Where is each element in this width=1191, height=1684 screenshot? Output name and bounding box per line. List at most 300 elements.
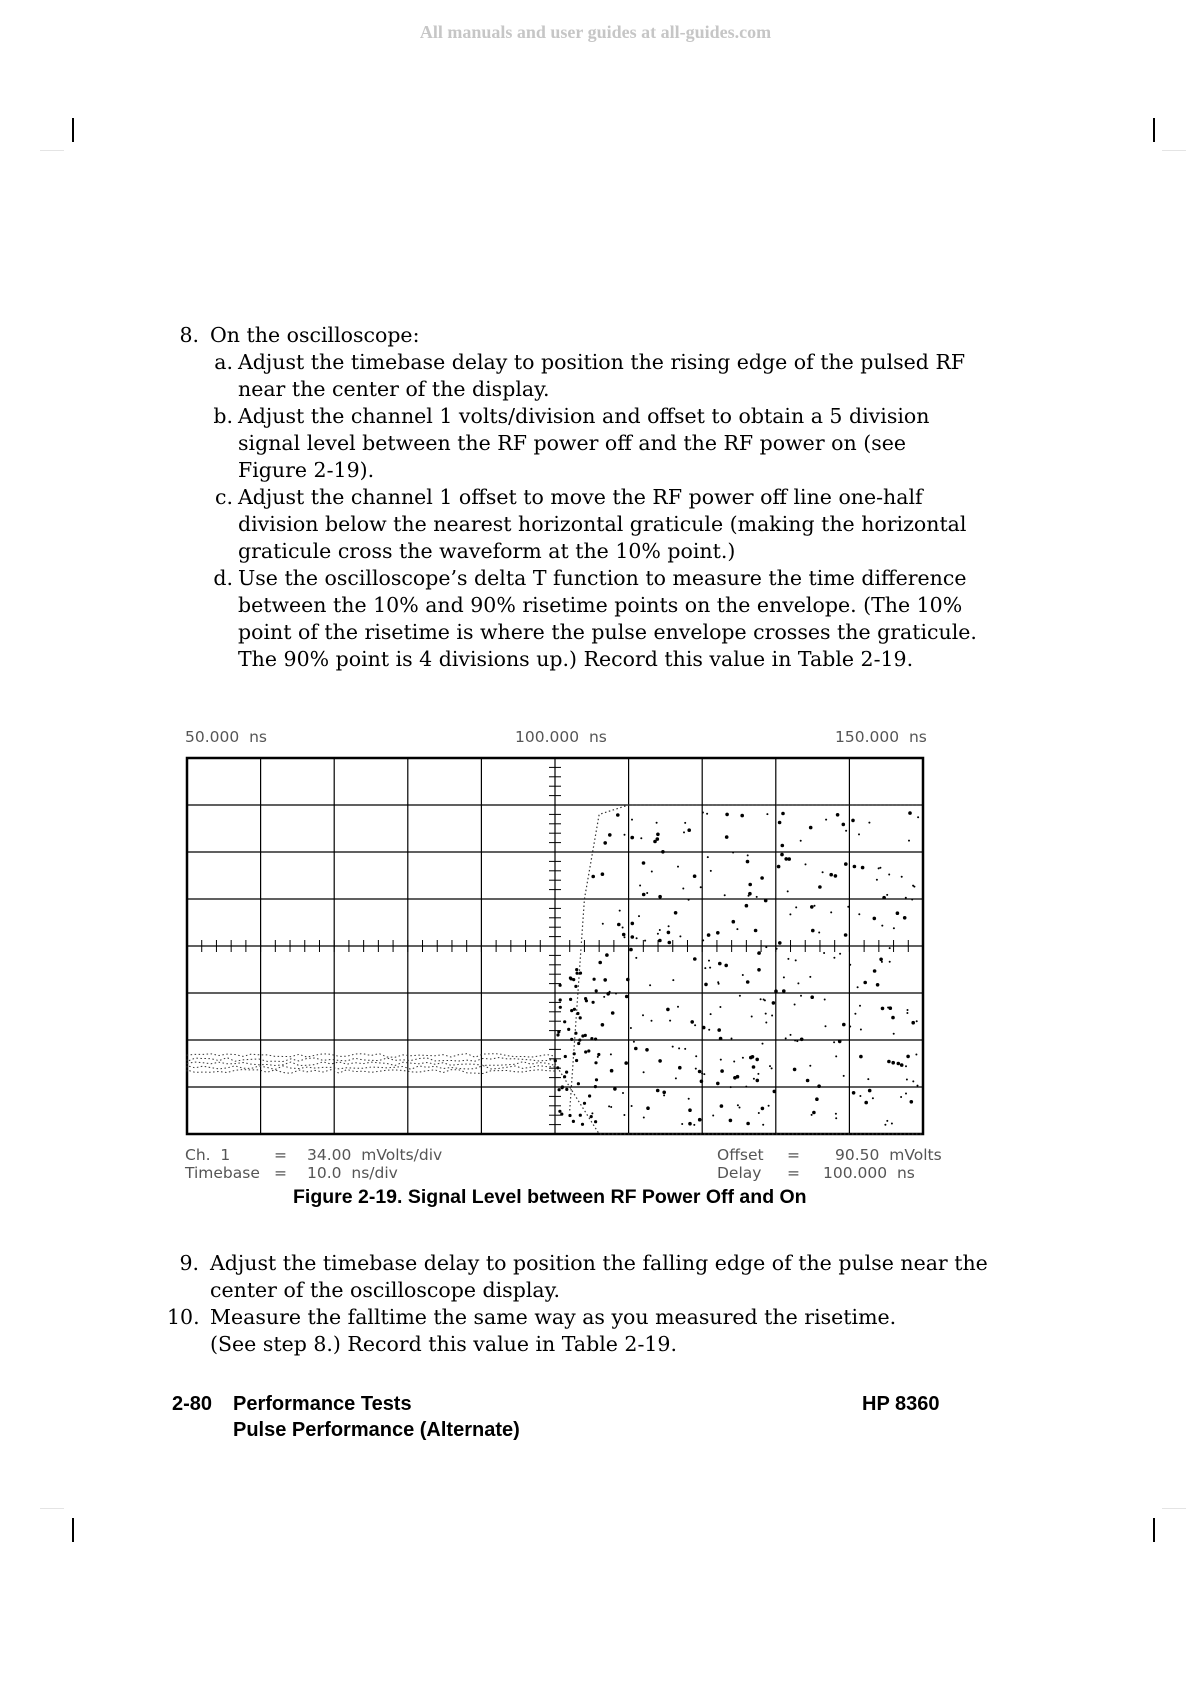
rf-edge-dot bbox=[575, 1059, 578, 1062]
rf-edge-dot bbox=[560, 1113, 563, 1116]
rf-sample-dot bbox=[746, 1122, 750, 1126]
rf-sample-dot bbox=[864, 1101, 868, 1105]
rf-sample-dot bbox=[598, 961, 602, 965]
rf-sample-dot bbox=[917, 1085, 919, 1087]
oscilloscope-display bbox=[185, 756, 925, 1136]
rf-sample-dot bbox=[631, 1105, 633, 1107]
rf-sample-dot bbox=[868, 1089, 872, 1093]
substep-text: Use the oscilloscope’s delta T function to measure the time difference bbox=[238, 566, 967, 590]
rf-sample-dot bbox=[781, 812, 785, 816]
rf-sample-dot bbox=[732, 852, 734, 854]
substep-text: near the center of the display. bbox=[238, 377, 550, 401]
rf-sample-dot bbox=[754, 929, 758, 933]
rf-sample-dot bbox=[623, 1114, 625, 1116]
rf-sample-dot bbox=[725, 835, 729, 839]
rf-edge-dot bbox=[556, 1066, 559, 1069]
rf-sample-dot bbox=[849, 1026, 851, 1028]
rf-sample-dot bbox=[622, 1092, 624, 1094]
rf-sample-dot bbox=[809, 1065, 811, 1067]
scope-offset-label: Offset bbox=[717, 1146, 764, 1164]
rf-sample-dot bbox=[710, 1013, 712, 1015]
rf-sample-dot bbox=[622, 933, 626, 937]
rf-sample-dot bbox=[631, 819, 633, 821]
rf-sample-dot bbox=[906, 1079, 908, 1081]
rf-sample-dot bbox=[679, 935, 681, 937]
rf-edge-dot bbox=[593, 978, 596, 981]
rf-sample-dot bbox=[815, 1097, 819, 1101]
rf-edge-dot bbox=[594, 1120, 597, 1123]
rf-sample-dot bbox=[863, 981, 867, 985]
rf-sample-dot bbox=[833, 957, 835, 959]
rf-sample-dot bbox=[651, 871, 653, 873]
rf-sample-dot bbox=[635, 957, 637, 959]
rf-sample-dot bbox=[755, 1058, 759, 1062]
rf-sample-dot bbox=[810, 995, 814, 999]
scope-offset-value: 90.50 mVolts bbox=[835, 1146, 942, 1164]
rf-sample-dot bbox=[702, 1026, 706, 1030]
rf-sample-dot bbox=[704, 967, 706, 969]
rf-edge-dot bbox=[594, 1038, 597, 1041]
rf-sample-dot bbox=[644, 940, 646, 942]
rf-sample-dot bbox=[611, 1011, 615, 1015]
rf-sample-dot bbox=[668, 925, 670, 927]
rf-sample-dot bbox=[636, 937, 638, 939]
rf-sample-dot bbox=[682, 888, 684, 890]
rf-sample-dot bbox=[858, 913, 860, 915]
rf-sample-dot bbox=[830, 911, 832, 913]
substep-text: Adjust the channel 1 offset to move the RF power off line one-half bbox=[238, 485, 923, 509]
rf-sample-dot bbox=[717, 1028, 721, 1032]
rf-sample-dot bbox=[630, 836, 634, 840]
rf-sample-dot bbox=[757, 968, 761, 972]
rf-sample-dot bbox=[888, 874, 890, 876]
power-off-trace bbox=[187, 1054, 555, 1058]
rf-sample-dot bbox=[613, 1087, 617, 1091]
crop-mark-top-left-h bbox=[40, 150, 64, 151]
rf-sample-dot bbox=[835, 1117, 837, 1119]
rf-edge-dot bbox=[564, 1055, 567, 1058]
footer-section: Performance Tests bbox=[233, 1393, 412, 1415]
rf-sample-dot bbox=[769, 1065, 771, 1067]
rf-sample-dot bbox=[897, 1062, 901, 1066]
rf-edge-dot bbox=[563, 1020, 566, 1023]
rf-sample-dot bbox=[702, 812, 704, 814]
rf-sample-dot bbox=[610, 1069, 614, 1073]
rf-sample-dot bbox=[631, 922, 635, 926]
footer-subsection: Pulse Performance (Alternate) bbox=[233, 1419, 520, 1441]
rf-sample-dot bbox=[794, 1040, 796, 1042]
rf-sample-dot bbox=[907, 1009, 909, 1011]
rf-sample-dot bbox=[666, 1008, 670, 1012]
rf-sample-dot bbox=[677, 866, 679, 868]
rf-sample-dot bbox=[710, 870, 712, 872]
rf-sample-dot bbox=[809, 976, 811, 978]
rf-sample-dot bbox=[876, 983, 880, 987]
rf-edge-dot bbox=[569, 998, 572, 1001]
rf-sample-dot bbox=[643, 1117, 645, 1119]
rf-sample-dot bbox=[905, 1093, 907, 1095]
rf-sample-dot bbox=[911, 899, 913, 901]
rf-sample-dot bbox=[642, 861, 646, 865]
rf-edge-dot bbox=[595, 1078, 598, 1081]
rf-sample-dot bbox=[638, 915, 640, 917]
rf-sample-dot bbox=[720, 1104, 724, 1108]
rf-sample-dot bbox=[785, 1037, 787, 1039]
rf-sample-dot bbox=[624, 936, 626, 938]
rf-sample-dot bbox=[881, 925, 883, 927]
rf-sample-dot bbox=[853, 865, 857, 869]
rf-sample-dot bbox=[630, 1027, 632, 1029]
substep-text: between the 10% and 90% risetime points on the envelope. (The 10% bbox=[238, 593, 963, 617]
rf-sample-dot bbox=[810, 905, 814, 909]
rf-sample-dot bbox=[811, 929, 815, 933]
rf-sample-dot bbox=[867, 1078, 869, 1080]
scope-delay-eq: = bbox=[787, 1164, 800, 1182]
rf-sample-dot bbox=[720, 1069, 724, 1073]
rf-sample-dot bbox=[814, 905, 816, 907]
rf-edge-dot bbox=[563, 1075, 566, 1078]
rf-sample-dot bbox=[857, 986, 859, 988]
rf-sample-dot bbox=[842, 823, 846, 827]
envelope-top bbox=[570, 805, 923, 1111]
rf-sample-dot bbox=[762, 1043, 764, 1045]
rf-sample-dot bbox=[812, 1111, 816, 1115]
rf-sample-dot bbox=[849, 964, 851, 966]
step-text: center of the oscilloscope display. bbox=[210, 1278, 560, 1302]
rf-sample-dot bbox=[626, 978, 630, 982]
rf-sample-dot bbox=[659, 929, 661, 931]
rf-sample-dot bbox=[825, 819, 827, 821]
rf-sample-dot bbox=[876, 879, 878, 881]
step-text: Measure the falltime the same way as you measured the risetime. bbox=[210, 1305, 897, 1329]
rf-sample-dot bbox=[847, 906, 849, 908]
rf-sample-dot bbox=[719, 1037, 723, 1041]
substep-text: Adjust the timebase delay to position the rising edge of the pulsed RF bbox=[238, 350, 966, 374]
crop-mark-bottom-left-h bbox=[40, 1508, 64, 1509]
rf-sample-dot bbox=[764, 899, 768, 903]
power-off-trace bbox=[187, 1066, 555, 1070]
rf-sample-dot bbox=[748, 895, 750, 897]
rf-sample-dot bbox=[609, 991, 611, 993]
rf-edge-dot bbox=[590, 1115, 593, 1118]
rf-sample-dot bbox=[663, 1094, 665, 1096]
rf-sample-dot bbox=[858, 833, 860, 835]
watermark: All manuals and user guides at all-guides.com bbox=[419, 22, 772, 42]
rf-edge-dot bbox=[570, 1038, 573, 1041]
rf-sample-dot bbox=[893, 1033, 895, 1035]
rf-sample-dot bbox=[868, 822, 870, 824]
rf-sample-dot bbox=[591, 875, 595, 879]
rf-sample-dot bbox=[656, 1089, 660, 1093]
power-off-trace bbox=[187, 1070, 555, 1074]
rf-sample-dot bbox=[601, 872, 605, 876]
rf-sample-dot bbox=[882, 896, 886, 900]
rf-sample-dot bbox=[624, 1061, 628, 1065]
scope-time-center: 100.000 ns bbox=[515, 728, 607, 746]
rf-sample-dot bbox=[646, 1106, 650, 1110]
rf-sample-dot bbox=[603, 978, 607, 982]
rf-sample-dot bbox=[854, 1013, 856, 1015]
rf-sample-dot bbox=[789, 913, 791, 915]
rf-sample-dot bbox=[860, 1029, 862, 1031]
step-number: 9. bbox=[179, 1251, 199, 1275]
rf-sample-dot bbox=[916, 1020, 918, 1022]
rf-sample-dot bbox=[879, 958, 883, 962]
rf-sample-dot bbox=[700, 1080, 704, 1084]
rf-sample-dot bbox=[806, 1079, 810, 1083]
rf-edge-dot bbox=[588, 1094, 591, 1097]
rf-sample-dot bbox=[675, 1077, 677, 1079]
envelope-bottom bbox=[555, 1064, 923, 1135]
rf-sample-dot bbox=[677, 1006, 679, 1008]
rf-edge-dot bbox=[576, 1012, 579, 1015]
rf-edge-dot bbox=[572, 1120, 575, 1123]
rf-sample-dot bbox=[861, 866, 865, 870]
rf-sample-dot bbox=[642, 893, 646, 897]
rf-edge-dot bbox=[584, 1050, 587, 1053]
rf-sample-dot bbox=[905, 1065, 907, 1067]
rf-sample-dot bbox=[887, 1060, 891, 1064]
step-number: 10. bbox=[167, 1305, 200, 1329]
rf-sample-dot bbox=[624, 834, 626, 836]
rf-sample-dot bbox=[873, 917, 877, 921]
rf-sample-dot bbox=[836, 813, 840, 817]
rf-sample-dot bbox=[776, 948, 778, 950]
rf-edge-dot bbox=[559, 984, 562, 987]
rf-sample-dot bbox=[709, 967, 711, 969]
scope-timebase-label: Timebase bbox=[185, 1164, 260, 1182]
rf-sample-dot bbox=[634, 1047, 638, 1051]
rf-sample-dot bbox=[817, 1084, 821, 1088]
rf-sample-dot bbox=[695, 1055, 697, 1057]
substep-text: division below the nearest horizontal graticule (making the horizontal bbox=[238, 512, 967, 536]
rf-sample-dot bbox=[657, 933, 659, 935]
rf-sample-dot bbox=[661, 850, 665, 854]
rf-sample-dot bbox=[719, 1006, 721, 1008]
rf-sample-dot bbox=[643, 1071, 645, 1073]
rf-edge-dot bbox=[565, 1088, 568, 1091]
rf-sample-dot bbox=[608, 1105, 610, 1107]
rf-sample-dot bbox=[795, 959, 797, 961]
rf-sample-dot bbox=[842, 1023, 846, 1027]
rf-sample-dot bbox=[905, 897, 907, 899]
rf-sample-dot bbox=[707, 933, 711, 937]
rf-sample-dot bbox=[829, 873, 833, 877]
rf-sample-dot bbox=[765, 1013, 767, 1015]
step-text: (See step 8.) Record this value in Table 2-19. bbox=[210, 1332, 677, 1356]
rf-sample-dot bbox=[896, 911, 900, 915]
rf-sample-dot bbox=[879, 867, 881, 869]
rf-sample-dot bbox=[706, 813, 708, 815]
rf-sample-dot bbox=[752, 1065, 756, 1069]
rf-sample-dot bbox=[703, 1073, 705, 1075]
rf-sample-dot bbox=[746, 980, 750, 984]
substep-label: b. bbox=[213, 404, 233, 428]
rf-edge-dot bbox=[568, 1114, 571, 1117]
rf-sample-dot bbox=[625, 995, 629, 999]
rf-sample-dot bbox=[797, 982, 799, 984]
rf-sample-dot bbox=[800, 995, 802, 997]
crop-mark-bottom-right-h bbox=[1162, 1508, 1186, 1509]
rf-sample-dot bbox=[605, 953, 609, 957]
rf-sample-dot bbox=[844, 933, 848, 937]
rf-sample-dot bbox=[683, 831, 685, 833]
rf-sample-dot bbox=[640, 837, 642, 839]
crop-mark-top-right bbox=[1153, 118, 1155, 142]
rf-sample-dot bbox=[633, 1041, 635, 1043]
rf-sample-dot bbox=[756, 896, 758, 898]
rf-sample-dot bbox=[908, 840, 910, 842]
rf-sample-dot bbox=[639, 885, 641, 887]
substep-text: signal level between the RF power off and the RF power on (see bbox=[238, 431, 906, 455]
scope-delay-value: 100.000 ns bbox=[823, 1164, 915, 1182]
footer-model: HP 8360 bbox=[862, 1393, 940, 1415]
rf-sample-dot bbox=[707, 856, 709, 858]
rf-sample-dot bbox=[765, 946, 767, 948]
rf-edge-dot bbox=[595, 989, 598, 992]
rf-edge-dot bbox=[573, 1052, 576, 1055]
rf-sample-dot bbox=[800, 840, 802, 842]
rf-sample-dot bbox=[742, 1057, 744, 1059]
rf-sample-dot bbox=[700, 886, 702, 888]
crop-mark-top-left bbox=[72, 118, 74, 142]
rf-sample-dot bbox=[793, 1068, 797, 1072]
rf-sample-dot bbox=[662, 1091, 666, 1095]
rf-sample-dot bbox=[718, 962, 722, 966]
scope-delay-label: Delay bbox=[717, 1164, 762, 1182]
rf-sample-dot bbox=[796, 1040, 798, 1042]
rf-sample-dot bbox=[911, 1021, 915, 1025]
rf-sample-dot bbox=[783, 976, 785, 978]
rf-sample-dot bbox=[778, 821, 782, 825]
rf-sample-dot bbox=[859, 1005, 861, 1007]
rf-edge-dot bbox=[579, 1016, 582, 1019]
rf-sample-dot bbox=[619, 910, 621, 912]
rf-sample-dot bbox=[746, 860, 750, 864]
rf-sample-dot bbox=[717, 981, 719, 983]
rf-sample-dot bbox=[823, 952, 825, 954]
substep-text: graticule cross the waveform at the 10% point.) bbox=[238, 539, 736, 563]
rf-sample-dot bbox=[720, 1059, 722, 1061]
substep-text: point of the risetime is where the pulse envelope crosses the graticule. bbox=[238, 620, 977, 644]
rf-sample-dot bbox=[667, 931, 671, 935]
rf-sample-dot bbox=[753, 1078, 755, 1080]
rf-sample-dot bbox=[740, 814, 744, 818]
rf-sample-dot bbox=[760, 876, 764, 880]
crop-mark-top-right-h bbox=[1162, 150, 1186, 151]
rf-edge-dot bbox=[574, 1032, 577, 1035]
rf-edge-dot bbox=[594, 1085, 597, 1088]
rf-sample-dot bbox=[915, 1054, 917, 1056]
rf-sample-dot bbox=[672, 979, 674, 981]
rf-sample-dot bbox=[702, 939, 704, 941]
rf-edge-dot bbox=[558, 1088, 561, 1091]
rf-sample-dot bbox=[886, 1120, 888, 1122]
rf-edge-dot bbox=[557, 1030, 560, 1033]
step-text: On the oscilloscope: bbox=[210, 323, 420, 347]
rf-sample-dot bbox=[724, 894, 726, 896]
substep-label: d. bbox=[213, 566, 233, 590]
rf-sample-dot bbox=[800, 1038, 804, 1042]
rf-edge-dot bbox=[559, 998, 562, 1001]
rf-sample-dot bbox=[825, 1025, 827, 1027]
rf-sample-dot bbox=[745, 904, 749, 908]
rf-sample-dot bbox=[900, 1063, 904, 1067]
rf-sample-dot bbox=[693, 1124, 695, 1126]
rf-sample-dot bbox=[794, 1004, 796, 1006]
rf-edge-dot bbox=[587, 1049, 590, 1052]
rf-sample-dot bbox=[653, 840, 657, 844]
rf-sample-dot bbox=[694, 1024, 696, 1026]
rf-edge-dot bbox=[554, 1059, 557, 1062]
rf-sample-dot bbox=[881, 1007, 885, 1011]
rf-sample-dot bbox=[889, 1006, 893, 1010]
rf-sample-dot bbox=[843, 1075, 845, 1077]
power-off-trace bbox=[187, 1062, 555, 1066]
rf-sample-dot bbox=[756, 1079, 760, 1083]
rf-sample-dot bbox=[859, 1095, 861, 1097]
rf-sample-dot bbox=[838, 1040, 842, 1044]
rf-sample-dot bbox=[739, 1107, 741, 1109]
rf-sample-dot bbox=[768, 1105, 770, 1107]
rf-sample-dot bbox=[748, 883, 752, 887]
rf-sample-dot bbox=[910, 1100, 914, 1104]
rf-sample-dot bbox=[745, 1086, 747, 1088]
rf-sample-dot bbox=[859, 1055, 863, 1059]
rf-edge-dot bbox=[579, 972, 582, 975]
rf-sample-dot bbox=[688, 899, 690, 901]
rf-sample-dot bbox=[731, 1038, 733, 1040]
rf-sample-dot bbox=[824, 999, 826, 1001]
rf-sample-dot bbox=[610, 1106, 612, 1108]
rf-sample-dot bbox=[781, 844, 785, 848]
rf-sample-dot bbox=[891, 1016, 895, 1020]
rf-sample-dot bbox=[787, 958, 789, 960]
rf-edge-dot bbox=[577, 1082, 580, 1085]
rf-sample-dot bbox=[698, 1070, 702, 1074]
rf-sample-dot bbox=[891, 1123, 893, 1125]
rf-sample-dot bbox=[616, 813, 620, 817]
rf-edge-dot bbox=[565, 1071, 568, 1074]
substep-text: The 90% point is 4 divisions up.) Record this value in Table 2-19. bbox=[238, 647, 914, 671]
rf-edge-dot bbox=[578, 1039, 581, 1042]
rf-sample-dot bbox=[764, 999, 766, 1001]
rf-sample-dot bbox=[835, 1055, 837, 1057]
rf-sample-dot bbox=[873, 969, 877, 973]
scope-offset-eq: = bbox=[787, 1146, 800, 1164]
rf-sample-dot bbox=[795, 906, 797, 908]
rf-sample-dot bbox=[602, 923, 604, 925]
rf-sample-dot bbox=[881, 961, 883, 963]
rf-edge-dot bbox=[579, 1114, 582, 1117]
rf-sample-dot bbox=[834, 874, 838, 878]
figure-caption: Figure 2-19. Signal Level between RF Power Off and On bbox=[293, 1186, 807, 1208]
rf-sample-dot bbox=[724, 964, 728, 968]
rf-edge-dot bbox=[592, 1001, 595, 1004]
rf-sample-dot bbox=[811, 1114, 813, 1116]
rf-edge-dot bbox=[581, 1123, 584, 1126]
rf-edge-dot bbox=[558, 1110, 561, 1113]
substep-label: c. bbox=[215, 485, 233, 509]
substep-label: a. bbox=[214, 350, 233, 374]
rf-sample-dot bbox=[851, 819, 855, 823]
rf-sample-dot bbox=[893, 927, 895, 929]
rf-edge-dot bbox=[570, 1009, 573, 1012]
rf-sample-dot bbox=[900, 1096, 902, 1098]
rf-sample-dot bbox=[761, 1107, 765, 1111]
rf-sample-dot bbox=[845, 830, 847, 832]
rf-sample-dot bbox=[656, 833, 660, 837]
